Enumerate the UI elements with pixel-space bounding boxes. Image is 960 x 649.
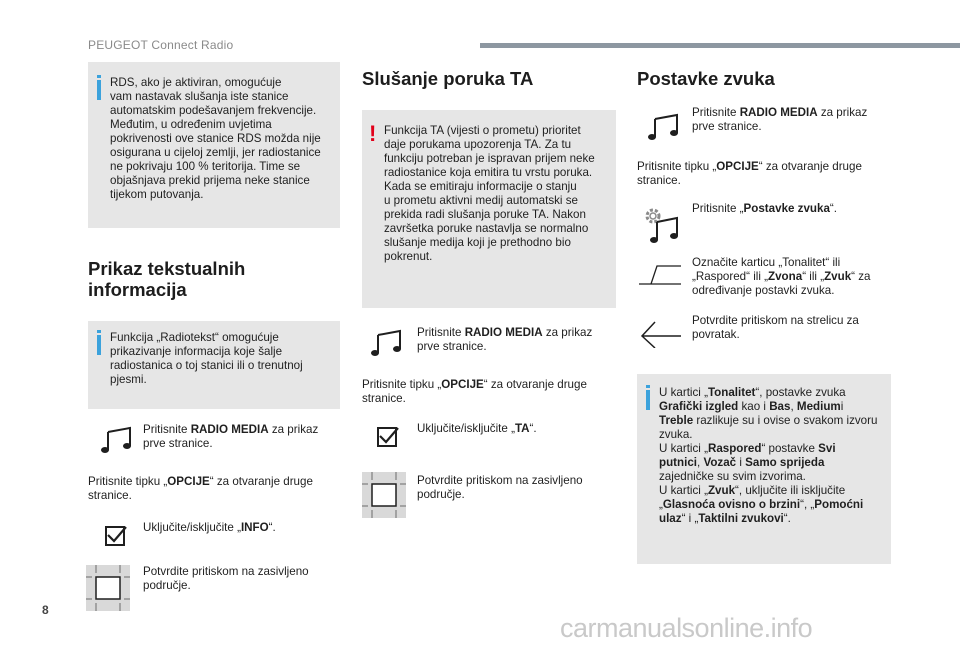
music-note-icon (647, 113, 687, 143)
header-bar (480, 43, 960, 48)
step-text: Pritisnite RADIO MEDIA za prikaz prve stranice. (417, 326, 593, 353)
step-text: Pritisnite tipku „OPCIJE“ za otvaranje druge stranice. (362, 378, 587, 405)
music-note-icon (370, 329, 410, 359)
step-confirm-grey (88, 565, 340, 605)
step-text: Potvrdite pritiskom na zasivljeno područje. (417, 474, 583, 501)
page-number: 8 (42, 603, 49, 617)
step-radio-media (88, 423, 340, 463)
step-options (362, 378, 616, 406)
music-note-icon (100, 426, 140, 456)
section-heading-radiotext: Prikaz tekstualnih informacija (88, 258, 246, 300)
step-text: Pritisnite „Postavke zvuka“. (692, 202, 837, 215)
column-right (637, 62, 891, 564)
checkbox-icon (100, 521, 140, 551)
step-back (637, 314, 891, 374)
watermark: carmanualsonline.info (560, 613, 813, 643)
radiotext-note-text: Funkcija „Radiotekst“ omogućuje prikazivanje informacija koje šalje radiostanica o toj stanici ili o trenutnoj pjesmi. (110, 331, 303, 386)
step-confirm-grey (362, 472, 616, 512)
step-text: Pritisnite tipku „OPCIJE“ za otvaranje druge stranice. (637, 160, 862, 187)
tab-icon (637, 262, 683, 288)
radiotext-info-note (88, 321, 340, 409)
info-icon (646, 390, 650, 410)
step-text: Označite karticu „Tonalitet“ ili „Raspored“ ili „Zvona“ ili „Zvuk“ za određivanje postavki zvuka. (692, 256, 871, 297)
step-text: Pritisnite RADIO MEDIA za prikaz prve stranice. (692, 106, 868, 133)
info-icon (97, 80, 101, 100)
info-icon (97, 335, 101, 355)
grey-area-icon (362, 472, 406, 518)
step-options (637, 160, 891, 188)
ta-note-text: Funkcija TA (vijesti o prometu) prioritet daje porukama upozorenja TA. Za tu funkciju potreban je ispravan prijem neke radiostanice koja emitira tu vrstu poruka. Kada se emitiraju informacije o stanju u prometu aktivni medij automatski se prekida radi slušanja poruke TA. Nakon završetka poruke nastavlja se normalno slušanje medija koji je prethodno bio pokrenut. (384, 124, 595, 263)
step-sound-settings (637, 202, 891, 256)
step-text: Potvrdite pritiskom na strelicu za povratak. (692, 314, 859, 341)
ta-warning-note (362, 110, 616, 308)
section-heading-ta: Slušanje poruka TA (362, 68, 534, 89)
gear-music-icon (641, 206, 687, 246)
grey-area-icon (86, 565, 130, 611)
column-middle (362, 62, 616, 512)
section-heading-sound: Postavke zvuka (637, 68, 775, 89)
step-radio-media (637, 106, 891, 146)
step-toggle-ta (362, 420, 616, 460)
rds-note-text: RDS, ako je aktiviran, omogućuje vam nastavak slušanja iste stanice automatskim podešavanjem frekvencije. Međutim, u određenim uvjetima pokrivenosti ove stanice RDS možda nije osigurana u cijeloj zemlji, jer radiostanice ne pokrivaju 100 % teritorija. Time se objašnjava prekid prijema neke stanice tijekom putovanja. (110, 76, 321, 201)
column-left (88, 62, 340, 605)
back-arrow-icon (639, 318, 685, 348)
step-text: Uključite/isključite „TA“. (417, 422, 537, 435)
step-radio-media (362, 326, 616, 366)
step-toggle-info (88, 517, 340, 557)
sound-note-text: U kartici „Tonalitet“, postavke zvuka Grafički izgled kao i Bas, Mediumi Treble razlikuje su i ovise o svakom izvoru zvuka. U kartici „Raspored“ postavke Svi putnici, Vozač i Samo sprijeda zajedničke su svim izvorima. U kartici „Zvuk“, uključite ili isključite „Glasnoća ovisno o brzini“, „Pomoćni ulaz“ i „Taktilni zvukovi“. (659, 386, 878, 525)
step-text: Potvrdite pritiskom na zasivljeno područje. (143, 565, 309, 592)
step-text: Uključite/isključite „INFO“. (143, 521, 276, 534)
warning-icon: ! (369, 121, 377, 146)
running-header: PEUGEOT Connect Radio (88, 38, 234, 52)
checkbox-icon (372, 422, 412, 452)
sound-info-note (637, 374, 891, 564)
step-options (88, 475, 340, 503)
step-tabs (637, 256, 891, 312)
step-text: Pritisnite tipku „OPCIJE“ za otvaranje druge stranice. (88, 475, 313, 502)
rds-info-note (88, 62, 340, 228)
step-text: Pritisnite RADIO MEDIA za prikaz prve stranice. (143, 423, 319, 450)
